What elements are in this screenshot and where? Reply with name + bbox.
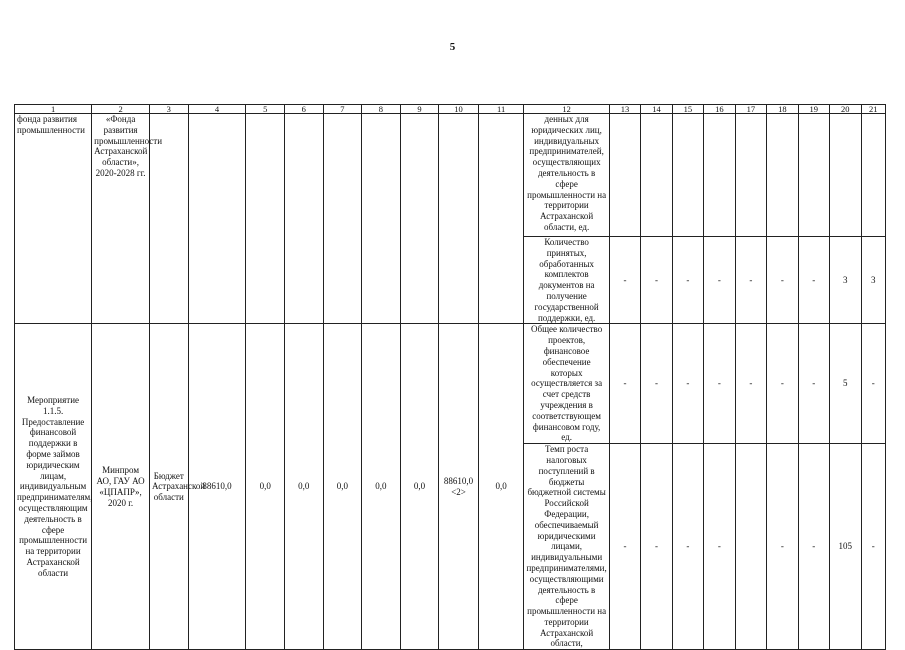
value-cell: - bbox=[767, 237, 798, 324]
amount-cell: 0,0 bbox=[362, 324, 401, 650]
col-header: 18 bbox=[767, 105, 798, 114]
value-cell: - bbox=[861, 324, 886, 444]
col-header: 17 bbox=[735, 105, 766, 114]
indicator-cell: Количество принятых, обработанных комплектов документов на получение государственной поддержки, ед. bbox=[524, 237, 609, 324]
col-header: 4 bbox=[188, 105, 246, 114]
page-number: 5 bbox=[449, 41, 456, 53]
value-cell bbox=[641, 114, 672, 237]
col-header: 20 bbox=[830, 105, 861, 114]
col-header: 7 bbox=[323, 105, 362, 114]
executor-cell: Минпром АО, ГАУ АО «ЦПАПР», 2020 г. bbox=[92, 324, 150, 650]
value-cell: - bbox=[735, 324, 766, 444]
col-header: 15 bbox=[672, 105, 703, 114]
indicator-cell: Общее количество проектов, финансовое обеспечение которых осуществляется за счет средств учреждения в соответствующем финансовом году, ед. bbox=[524, 324, 609, 444]
value-cell: - bbox=[798, 237, 829, 324]
cell-col11 bbox=[478, 114, 524, 324]
col-header: 1 bbox=[15, 105, 92, 114]
value-cell: - bbox=[672, 444, 703, 650]
col-header: 6 bbox=[284, 105, 323, 114]
cell-col2: «Фонда развития промышленности Астраханской области», 2020-2028 гг. bbox=[92, 114, 150, 324]
col-header: 8 bbox=[362, 105, 401, 114]
value-cell bbox=[861, 114, 886, 237]
indicator-cell: денных для юридических лиц, индивидуальных предпринимателей, осуществляющих деятельность в сфере промышленности на территории Астраханской области, ед. bbox=[524, 114, 609, 237]
col-header: 16 bbox=[704, 105, 735, 114]
value-cell: 3 bbox=[830, 237, 861, 324]
col-header: 9 bbox=[400, 105, 439, 114]
col-header: 3 bbox=[150, 105, 189, 114]
amount-cell: 0,0 bbox=[400, 324, 439, 650]
value-cell: - bbox=[798, 324, 829, 444]
value-cell: - bbox=[609, 444, 640, 650]
value-cell: - bbox=[861, 444, 886, 650]
cell-col7 bbox=[323, 114, 362, 324]
value-cell: - bbox=[672, 324, 703, 444]
value-cell: - bbox=[641, 324, 672, 444]
measure-cell: Мероприятие 1.1.5. Предоставление финансовой поддержки в форме займов юридическим лицам, индивидуальным предпринимателям, осуществляющим деятельность в сфере промышленности на территории Астраханской области bbox=[15, 324, 92, 650]
cell-col1: фонда развития промышленности bbox=[15, 114, 92, 324]
value-cell: - bbox=[767, 444, 798, 650]
value-cell: - bbox=[609, 324, 640, 444]
value-cell bbox=[798, 114, 829, 237]
value-cell bbox=[735, 444, 766, 650]
value-cell bbox=[704, 114, 735, 237]
program-table bbox=[14, 104, 886, 650]
amount-cell: 0,0 bbox=[478, 324, 524, 650]
value-cell bbox=[767, 114, 798, 237]
value-cell bbox=[609, 114, 640, 237]
cell-col6 bbox=[284, 114, 323, 324]
amount-cell: 0,0 bbox=[284, 324, 323, 650]
cell-col10 bbox=[439, 114, 479, 324]
header-row bbox=[15, 105, 886, 114]
value-cell: 5 bbox=[830, 324, 861, 444]
col-header: 13 bbox=[609, 105, 640, 114]
indicator-cell: Темп роста налоговых поступлений в бюджеты бюджетной системы Российской Федерации, обеспечиваемый юридическими лицами, индивидуальными предпринимателями, осуществляющими деятельность в сфере промышленности на территории Астраханской области, bbox=[524, 444, 609, 650]
value-cell: - bbox=[704, 444, 735, 650]
table-row bbox=[15, 324, 886, 444]
value-cell: - bbox=[704, 237, 735, 324]
value-cell: - bbox=[641, 444, 672, 650]
col-header: 2 bbox=[92, 105, 150, 114]
amount-cell: 0,0 bbox=[246, 324, 285, 650]
cell-col8 bbox=[362, 114, 401, 324]
value-cell: - bbox=[672, 237, 703, 324]
amount-cell: 88610,0 bbox=[188, 324, 246, 650]
col-header: 14 bbox=[641, 105, 672, 114]
col-header: 11 bbox=[478, 105, 524, 114]
cell-col5 bbox=[246, 114, 285, 324]
value-cell: 3 bbox=[861, 237, 886, 324]
value-cell: - bbox=[767, 324, 798, 444]
value-cell: 105 bbox=[830, 444, 861, 650]
table-row bbox=[15, 114, 886, 237]
cell-col9 bbox=[400, 114, 439, 324]
source-cell: Бюджет Астраханской области bbox=[150, 324, 189, 650]
value-cell bbox=[830, 114, 861, 237]
amount-cell: 0,0 bbox=[323, 324, 362, 650]
amount-cell: 88610,0 <2> bbox=[439, 324, 479, 650]
value-cell: - bbox=[641, 237, 672, 324]
value-cell: - bbox=[735, 237, 766, 324]
col-header: 12 bbox=[524, 105, 609, 114]
col-header: 5 bbox=[246, 105, 285, 114]
cell-col4 bbox=[188, 114, 246, 324]
value-cell: - bbox=[704, 324, 735, 444]
col-header: 21 bbox=[861, 105, 886, 114]
value-cell bbox=[672, 114, 703, 237]
col-header: 19 bbox=[798, 105, 829, 114]
value-cell: - bbox=[798, 444, 829, 650]
col-header: 10 bbox=[439, 105, 479, 114]
value-cell: - bbox=[609, 237, 640, 324]
value-cell bbox=[735, 114, 766, 237]
